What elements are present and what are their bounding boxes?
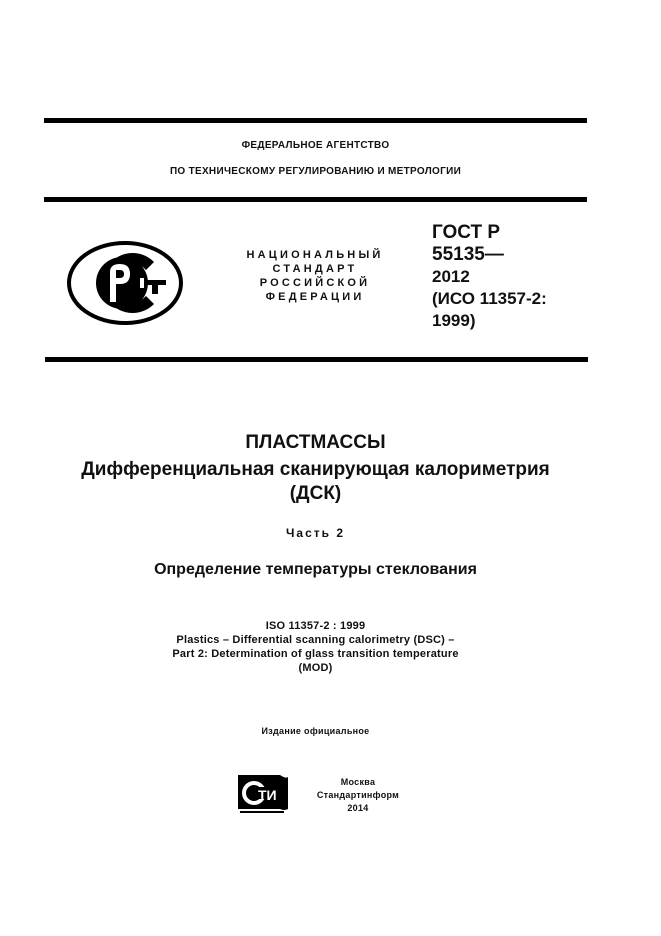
standard-block-bottom-rule xyxy=(45,357,588,362)
standartinform-logo-icon xyxy=(236,773,290,815)
national-standard-line: ФЕДЕРАЦИИ xyxy=(265,291,365,303)
designation-line: 55135— xyxy=(432,244,504,265)
designation-line: (ИСО 11357-2: xyxy=(432,289,547,308)
publisher-name: Стандартинформ xyxy=(316,790,400,800)
document-title-subline xyxy=(0,458,631,506)
iso-reference-line: (MOD) xyxy=(298,662,333,674)
iso-reference xyxy=(0,619,631,675)
agency-name-line2: ПО ТЕХНИЧЕСКОМУ РЕГУЛИРОВАНИЮ И МЕТРОЛОГИИ xyxy=(169,166,462,177)
part-label: Часть 2 xyxy=(285,526,346,540)
publisher-info xyxy=(316,776,400,815)
document-title: ПЛАСТМАССЫ xyxy=(245,432,386,453)
publication-year: 2014 xyxy=(347,803,369,813)
national-standard-line: НАЦИОНАЛЬНЫЙ xyxy=(246,249,384,261)
svg-text:ТИ: ТИ xyxy=(258,787,277,803)
document-subtitle: Определение температуры стеклования xyxy=(154,561,477,578)
top-rule xyxy=(44,118,587,123)
iso-reference-line: Part 2: Determination of glass transition temperature xyxy=(172,648,459,660)
title-line: Дифференциальная сканирующая калориметрия xyxy=(81,459,550,480)
agency-name-line1: ФЕДЕРАЛЬНОЕ АГЕНТСТВО xyxy=(241,140,390,151)
national-standard-label xyxy=(222,248,408,304)
title-line: (ДСК) xyxy=(289,483,342,504)
iso-reference-line: Plastics – Differential scanning calorimetry (DSC) – xyxy=(176,634,455,646)
agency-bottom-rule xyxy=(44,197,587,202)
standard-designation xyxy=(432,222,547,332)
rst-logo-icon xyxy=(66,240,184,326)
edition-label: Издание официальное xyxy=(261,726,370,736)
designation-line: ГОСТ Р xyxy=(432,222,501,243)
national-standard-line: СТАНДАРТ xyxy=(272,263,358,275)
designation-line: 1999) xyxy=(432,311,476,330)
publisher-city: Москва xyxy=(340,777,376,787)
national-standard-line: РОССИЙСКОЙ xyxy=(259,277,371,289)
iso-reference-line: ISO 11357-2 : 1999 xyxy=(265,620,366,632)
designation-line: 2012 xyxy=(432,267,470,286)
